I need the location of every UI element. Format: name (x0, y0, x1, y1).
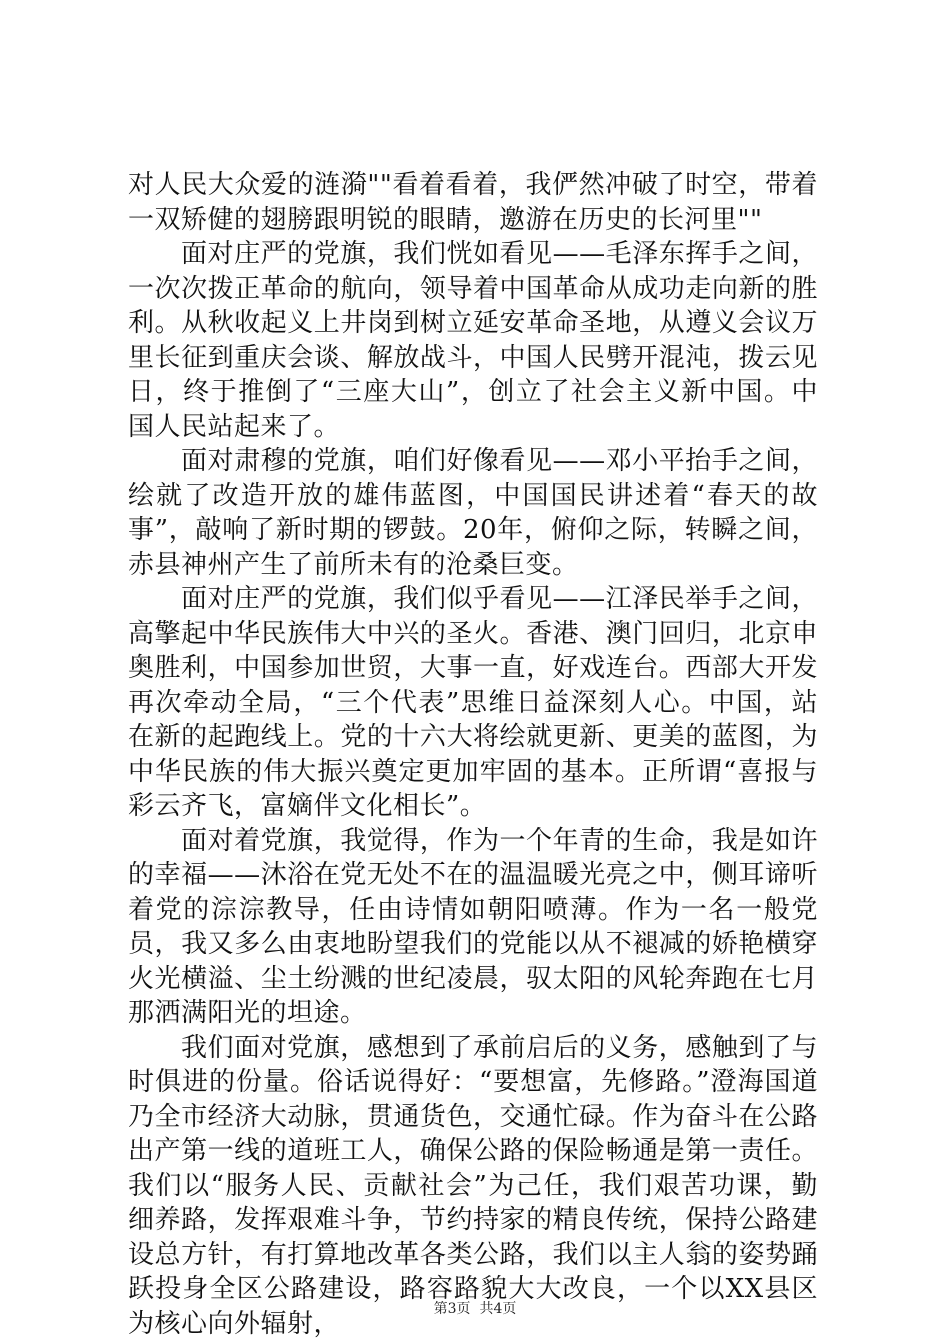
paragraph-deng: 面对肃穆的党旗，咱们好像看见——邓小平抬手之间，绘就了改造开放的雄伟蓝图，中国国民讲述着“春天的故事”，敲响了新时期的锣鼓。20年，俯仰之际，转瞬之间，赤县神州产生了前所未有的沧桑巨变。 (128, 446, 818, 580)
document-body (128, 168, 818, 1341)
paragraph-road-work: 我们面对党旗，感想到了承前启后的义务，感触到了与时俱进的份量。俗话说得好：“要想富，先修路。”澄海国道乃全市经济大动脉，贯通货色，交通忙碌。作为奋斗在公路出产第一线的道班工人，确保公路的保险畅通是第一责任。我们以“服务人民、贡献社会”为己任，我们艰苦功课，勤细养路，发挥艰难斗争，节约持家的精良传统，保持公路建设总方针，有打算地改革各类公路，我们以主人翁的姿势踊跃投身全区公路建设，路容路貌大大改良，一个以XX县区为核心向外辐射， (128, 1032, 818, 1339)
paragraph-jiang: 面对庄严的党旗，我们似乎看见——江泽民举手之间，高擎起中华民族伟大中兴的圣火。香港、澳门回归，北京申奥胜利，中国参加世贸，大事一直，好戏连台。西部大开发再次牵动全局，“三个代表”思维日益深刻人心。中国，站在新的起跑线上。党的十六大将绘就更新、更美的蓝图，为中华民族的伟大振兴奠定更加牢固的基本。正所谓“喜报与彩云齐飞，富嫡伴文化相长”。 (128, 584, 818, 821)
paragraph-personal: 面对着党旗，我觉得，作为一个年青的生命，我是如许的幸福——沐浴在党无处不在的温温暖光亮之中，侧耳谛听着党的淙淙教导，任由诗情如朝阳喷薄。作为一名一般党员，我又多么由衷地盼望我们的党能以从不褪减的娇艳横穿火光横溢、尘土纷溅的世纪凌晨，驭太阳的风轮奔跑在七月那洒满阳光的坦途。 (128, 825, 818, 1028)
page-number-footer: 第3页 共4页 (433, 1301, 517, 1317)
paragraph-continuation: 对人民大众爱的涟漪""看着看着，我俨然冲破了时空，带着一双矫健的翅膀跟明锐的眼睛，邀游在历史的长河里"" (128, 170, 818, 235)
paragraph-mao: 面对庄严的党旗，我们恍如看见——毛泽东挥手之间，一次次拨正革命的航向，领导着中国革命从成功走向新的胜利。从秋收起义上井岗到树立延安革命圣地，从遵义会议万里长征到重庆会谈、解放战斗，中国人民劈开混沌，拨云见日，终于推倒了“三座大山”，创立了社会主义新中国。中国人民站起来了。 (128, 239, 818, 442)
